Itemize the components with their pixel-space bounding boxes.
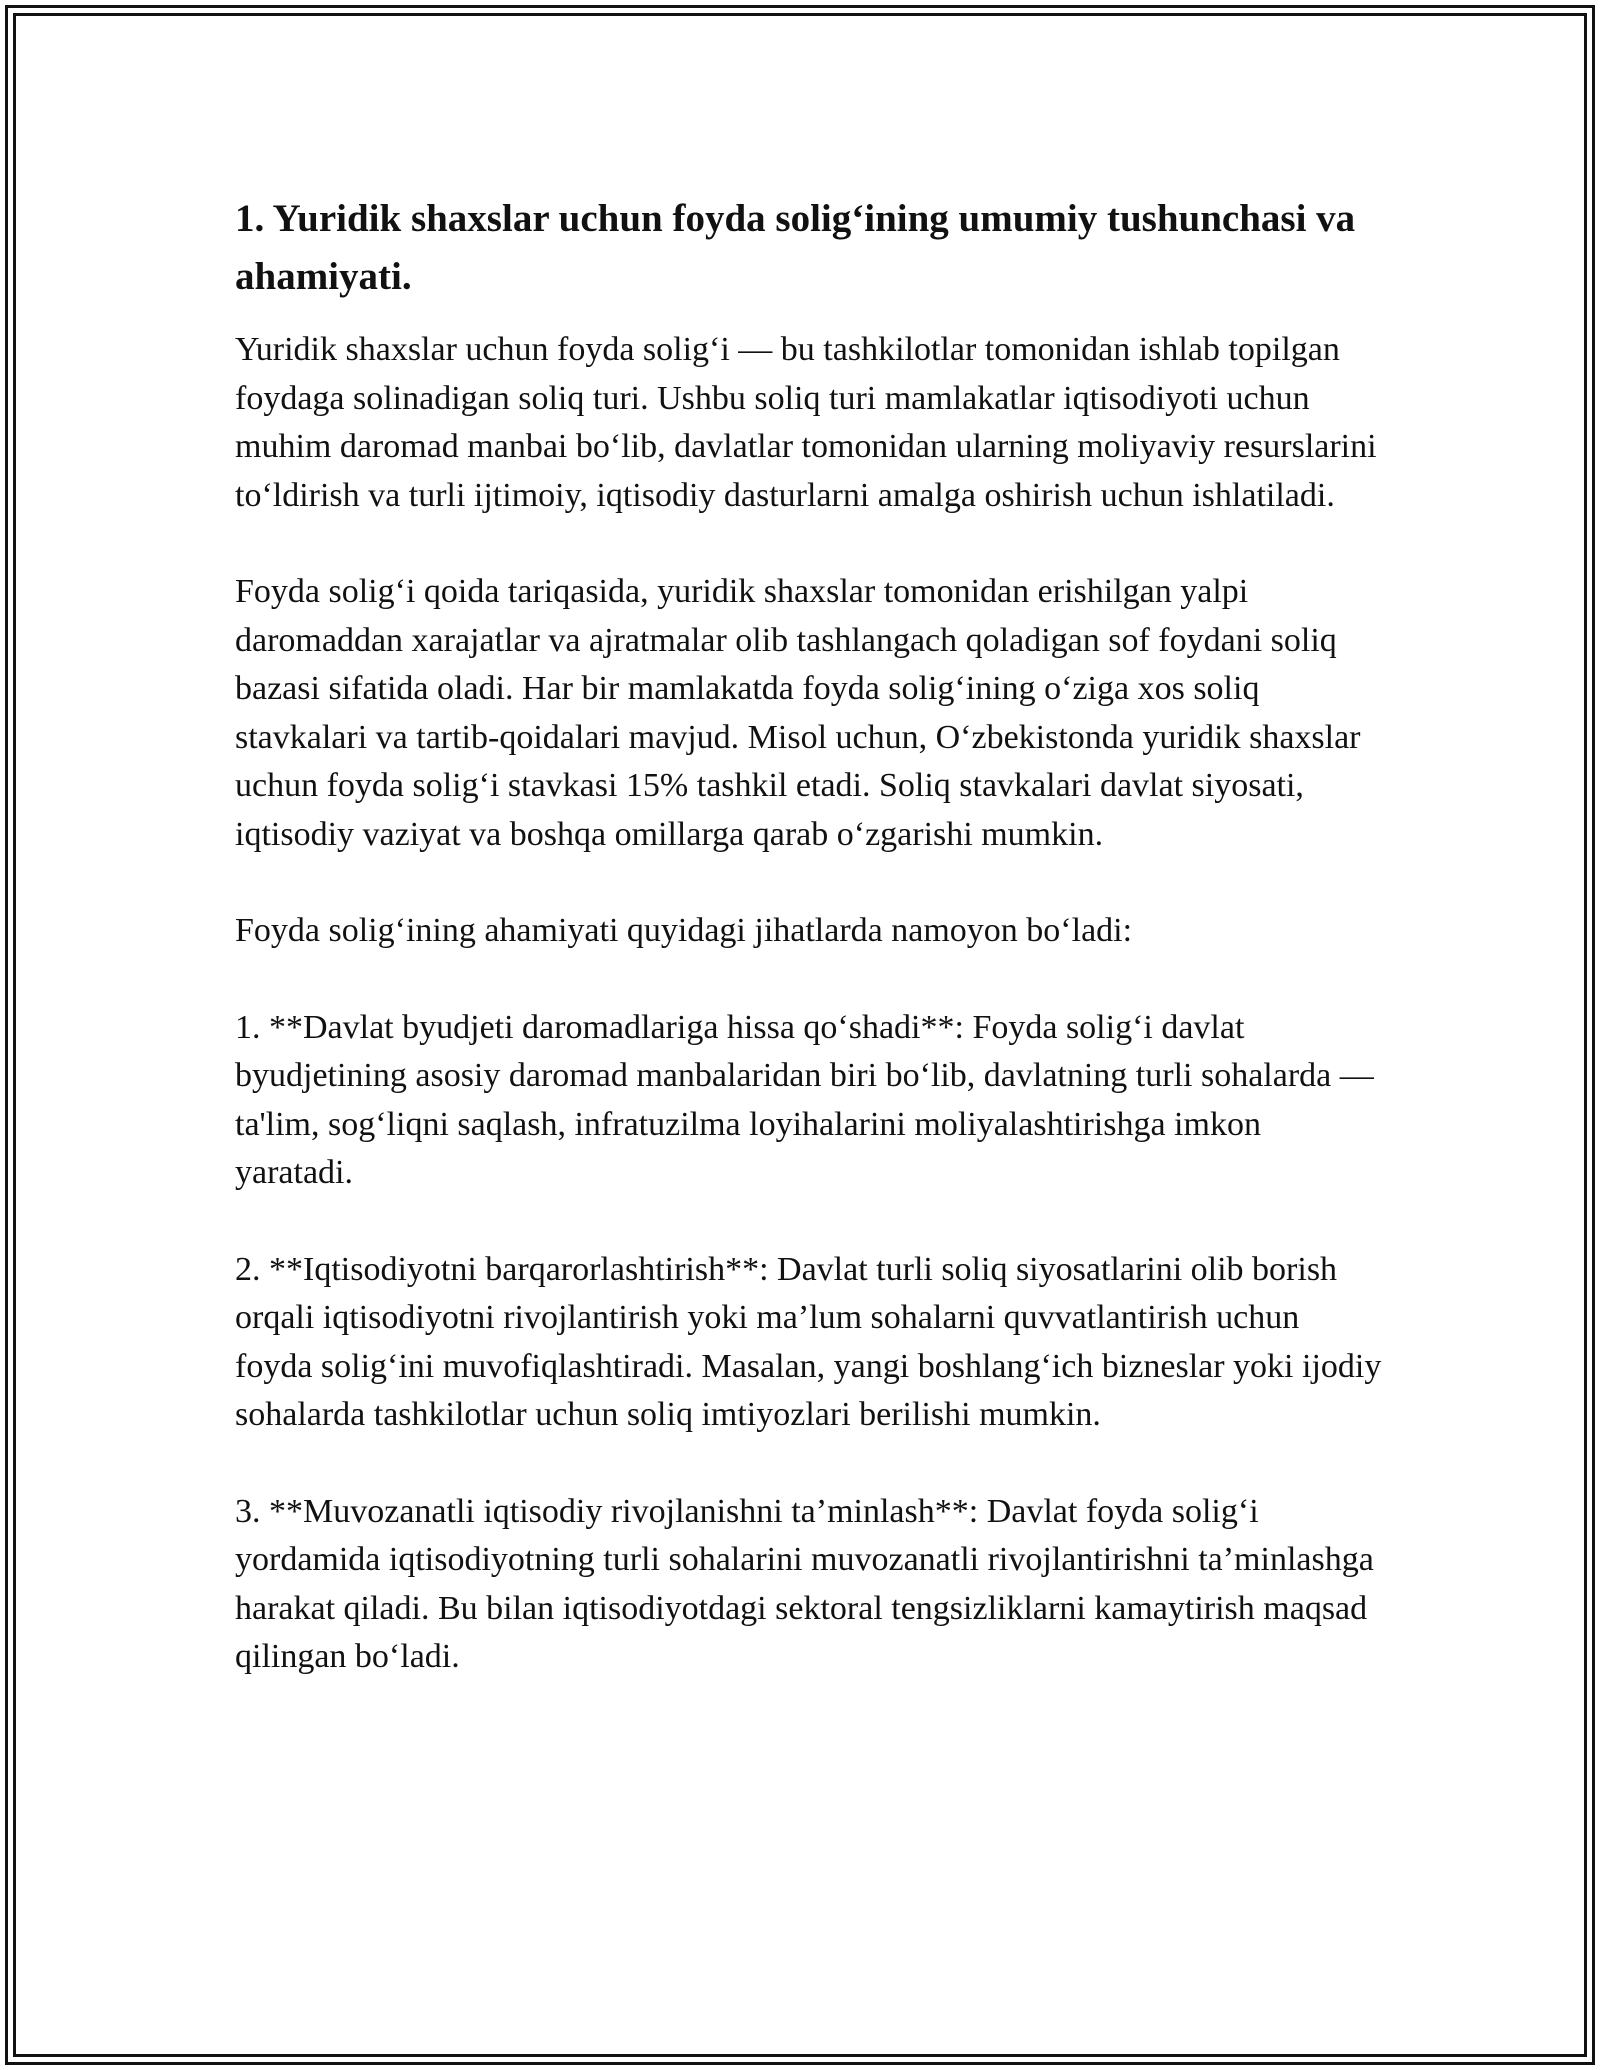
paragraph-importance-lead: Foyda solig‘ining ahamiyati quyidagi jihatlarda namoyon bo‘ladi: xyxy=(235,912,1133,949)
document-body xyxy=(235,190,1385,1730)
list-item-3: 3. **Muvozanatli iqtisodiy rivojlanishni ta’minlash**: Davlat foyda solig‘i yordamida iqtisodiyotning turli sohalarini muvozanatli rivojlantirishni ta’minlashga harakat qiladi. Bu bilan iqtisodiyotdagi sektoral tengsizliklarni kamaytirish maqsad qilingan bo‘ladi. xyxy=(235,1492,1374,1675)
paragraph-tax-base: Foyda solig‘i qoida tariqasida, yuridik shaxslar tomonidan erishilgan yalpi daromaddan xarajatlar va ajratmalar olib tashlangach qoladigan sof foydani soliq bazasi sifatida oladi. Har bir mamlakatda foyda solig‘ining o‘ziga xos soliq stavkalari va tartib-qoidalari mavjud. Misol uchun, O‘zbekistonda yuridik shaxslar uchun foyda solig‘i stavkasi 15% tashkil etadi. Soliq stavkalari davlat siyosati, iqtisodiy vaziyat va boshqa omillarga qarab o‘zgarishi mumkin. xyxy=(235,573,1361,853)
section-heading: 1. Yuridik shaxslar uchun foyda solig‘ining umumiy tushunchasi va ahamiyati. xyxy=(235,197,1356,298)
list-item-2: 2. **Iqtisodiyotni barqarorlashtirish**: Davlat turli soliq siyosatlarini olib borish orqali iqtisodiyotni rivojlantirish yoki ma’lum sohalarni quvvatlantirish uchun foyda solig‘ini muvofiqlashtiradi. Masalan, yangi boshlang‘ich bizneslar yoki ijodiy sohalarda tashkilotlar uchun soliq imtiyozlari berilishi mumkin. xyxy=(235,1250,1382,1433)
paragraph-intro: Yuridik shaxslar uchun foyda solig‘i — bu tashkilotlar tomonidan ishlab topilgan foydaga solinadigan soliq turi. Ushbu soliq turi mamlakatlar iqtisodiyoti uchun muhim daromad manbai bo‘lib, davlatlar tomonidan ularning moliyaviy resurslarini to‘ldirish va turli ijtimoiy, iqtisodiy dasturlarni amalga oshirish uchun ishlatiladi. xyxy=(235,331,1377,514)
list-item-1: 1. **Davlat byudjeti daromadlariga hissa qo‘shadi**: Foyda solig‘i davlat byudjetining asosiy daromad manbalaridan biri bo‘lib, davlatning turli sohalarda — ta'lim, sog‘liqni saqlash, infratuzilma loyihalarini moliyalashtirishga imkon yaratadi. xyxy=(235,1008,1374,1191)
